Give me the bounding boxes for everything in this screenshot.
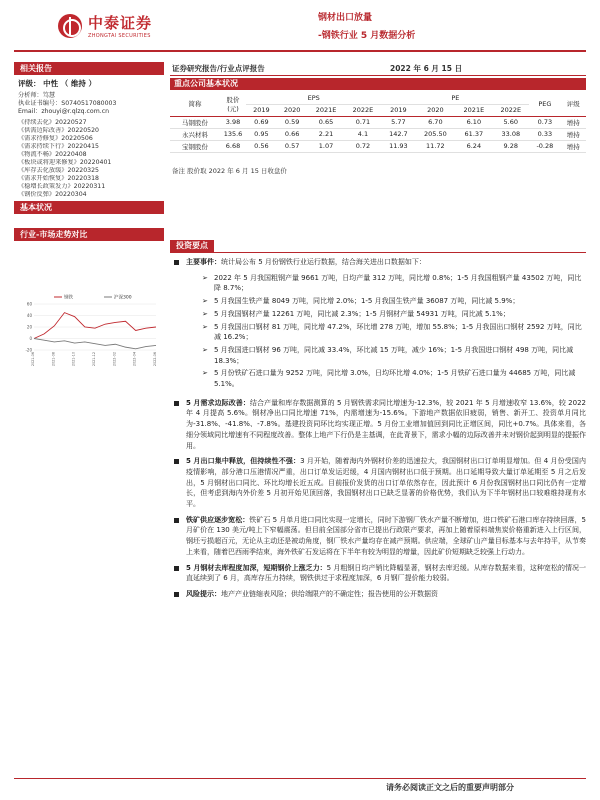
- eps-cell: 0.57: [277, 140, 308, 152]
- left-sidebar: [14, 62, 164, 241]
- series-line-0: [34, 313, 156, 339]
- related-report-item[interactable]: 《需求持续下行》20220415: [18, 143, 99, 150]
- para-lead: 5 月出口集中释放，但持续性不强：: [186, 457, 301, 466]
- pe-cell: 33.08: [492, 128, 529, 140]
- eps-cell: 0.95: [246, 128, 277, 140]
- related-report-item[interactable]: 《需求开始恢复》20220318: [18, 175, 99, 182]
- pe-cell: 6.24: [455, 140, 492, 152]
- related-report-item[interactable]: 《物流不畅》20220408: [18, 151, 87, 158]
- table-note: 备注 股价取 2022 年 6 月 15 日收盘价: [172, 167, 287, 175]
- pe-cell: 5.60: [492, 116, 529, 128]
- eps-cell: 4.1: [345, 128, 382, 140]
- price-cell: 135.6: [220, 128, 246, 140]
- y-tick-label: -20: [25, 347, 32, 353]
- doc-type: 证券研究报告/行业点评报告: [172, 64, 265, 73]
- doc-date: 2022 年 6 月 15 日: [390, 64, 463, 73]
- y-tick-label: 60: [26, 301, 32, 307]
- para-lead: 5 月钢材去库程度加深，短期钢价上涨乏力：: [186, 563, 327, 572]
- legend-label: 沪深300: [114, 295, 132, 301]
- th-pe-year: 2020: [415, 104, 455, 116]
- th-eps-year: 2022E: [345, 104, 382, 116]
- analyst-line-1: 分析师：笃慧: [18, 92, 56, 99]
- bullet-square-icon: [174, 401, 179, 406]
- paragraph-main-event: [170, 257, 586, 268]
- paragraph-inventory: [170, 563, 586, 584]
- eps-cell: 0.56: [246, 140, 277, 152]
- bullet-square-icon: [174, 518, 179, 523]
- table-row: [170, 128, 586, 140]
- company-name-cell: 宝钢股份: [170, 140, 220, 152]
- para-text: 铁矿石 5 月单月进口同比实现一定增长，同时下游钢厂铁水产量不断增加，进口铁矿石港口库存持续回落，5 月矿价在 130 美元/吨上下窄幅震荡。但目前全国部分省市已提出行政限产要求，再加上随着原料端焦炭价格重新进入上行区间，钢坯亏损超百元，无论从主动还是被动角度，钢厂铁水产量均存在减产预期。供应端，全球矿山产量目标基本与去年持平，从节奏上来看，随着巴西雨季结束，海外铁矿石发运将在下半年有较为明显的增量，因此矿价短期缺乏较强上行动力。: [186, 515, 587, 556]
- footer-disclaimer: 请务必阅读正文之后的重要声明部分: [386, 783, 514, 792]
- pe-cell: 142.7: [381, 128, 415, 140]
- trend-title: 行业-市场走势对比: [14, 228, 164, 241]
- company-section-bar: [170, 78, 586, 90]
- th-price: 股价 (元): [220, 92, 246, 116]
- related-report-list: [14, 119, 164, 199]
- arrow-bullet-icon: ➢: [202, 369, 208, 378]
- th-eps-year: 2019: [246, 104, 277, 116]
- company-name-cell: 永兴材料: [170, 128, 220, 140]
- th-eps-year: 2020: [277, 104, 308, 116]
- pe-cell: 11.93: [381, 140, 415, 152]
- brand-mark-icon: [58, 14, 82, 38]
- sub-item: [170, 273, 586, 294]
- paragraph-export: [170, 456, 586, 510]
- trend-chart: [14, 290, 164, 370]
- arrow-bullet-icon: ➢: [202, 273, 208, 282]
- sub-item: [170, 322, 586, 343]
- company-name-cell: 马钢股份: [170, 116, 220, 128]
- arrow-bullet-icon: ➢: [202, 297, 208, 306]
- th-rating: 评级: [560, 92, 586, 116]
- pe-cell: 5.77: [381, 116, 415, 128]
- eps-cell: 0.72: [345, 140, 382, 152]
- y-tick-label: 40: [26, 313, 32, 318]
- investment-points-bar: [170, 240, 586, 252]
- related-report-item[interactable]: 《库存去化放缓》20220325: [18, 167, 99, 174]
- brand-name-cn: 中泰证券: [88, 14, 153, 32]
- investment-points-title: 投资要点: [170, 240, 214, 252]
- related-report-item[interactable]: 《需求待修复》20220506: [18, 135, 93, 142]
- company-table: [170, 92, 586, 153]
- th-name: 简称: [170, 92, 220, 116]
- para-lead: 5 月需求边际改善：: [186, 398, 250, 407]
- para-text: 地产产业链缩表风险；供给端限产的不确定性；报告使用的公开数据资: [221, 589, 438, 598]
- series-line-1: [34, 339, 156, 349]
- eps-cell: 0.66: [277, 128, 308, 140]
- report-subtitle: -钢铁行业 5 月数据分析: [318, 31, 416, 41]
- th-pe-year: 2022E: [492, 104, 529, 116]
- footer-divider: [14, 778, 586, 779]
- para-text: 5 月粗钢日均产销比降幅显著，钢材去库迟缓。从库存数据来看，这种宽松的情况一直延续到了 6 月，高库存压力持续，钢铁供过于求程度加深，6 月钢厂提价能力较弱。: [186, 563, 586, 583]
- peg-cell: 0.73: [529, 116, 560, 128]
- arrow-bullet-icon: ➢: [202, 345, 208, 354]
- table-row: [170, 140, 586, 152]
- related-report-item[interactable]: 《供需边际改善》20220520: [18, 127, 99, 134]
- x-tick-label: 2022-06: [153, 352, 157, 367]
- analyst-email[interactable]: Email：zhouyi@r.qlzq.com.cn: [18, 108, 110, 115]
- brand-logo: [58, 12, 152, 39]
- x-tick-label: 2021-12: [92, 352, 96, 367]
- pe-cell: 11.72: [415, 140, 455, 152]
- header-divider: [14, 50, 586, 52]
- company-section-title: 重点公司基本状况: [174, 79, 238, 88]
- sub-text: 5 月我国出口钢材 81 万吨，同比增 47.2%，环比增 278 万吨，增加 55.8%；1-5 月我国出口钢材 2592 万吨，同比减 16.2%；: [214, 322, 582, 342]
- eps-cell: 2.21: [308, 128, 345, 140]
- sub-text: 5 月我国生铁产量 8049 万吨，同比增 2.0%；1-5 月我国生铁产量 36087 万吨，同比减 5.9%；: [214, 297, 520, 306]
- table-row: [170, 116, 586, 128]
- price-cell: 3.98: [220, 116, 246, 128]
- x-tick-label: 2021-06: [31, 352, 35, 367]
- sub-text: 5 月我国进口钢材 96 万吨，同比减 33.4%，环比减 15 万吨，减少 16%；1-5 月我国进口钢材 498 万吨，同比减 18.3%；: [214, 345, 574, 365]
- pe-cell: 6.10: [455, 116, 492, 128]
- related-reports-title: 相关报告: [14, 62, 164, 75]
- eps-cell: 1.07: [308, 140, 345, 152]
- paragraph-demand: [170, 398, 586, 452]
- sub-item: [170, 345, 586, 366]
- pe-cell: 61.37: [455, 128, 492, 140]
- sub-item: [170, 296, 586, 307]
- pe-cell: 205.50: [415, 128, 455, 140]
- y-tick-label: 0: [29, 336, 32, 341]
- th-pe: PE: [381, 92, 529, 104]
- sub-item: [170, 368, 586, 389]
- peg-cell: -0.28: [529, 140, 560, 152]
- sub-text: 2022 年 5 月我国粗钢产量 9661 万吨，日均产量 312 万吨，同比增 0.8%；1-5 月我国粗钢产量 43502 万吨，同比降 8.7%；: [214, 273, 582, 293]
- para-text: 统计局公布 5 月份钢铁行业运行数据，结合海关进出口数据如下：: [221, 258, 426, 266]
- x-tick-label: 2021-08: [51, 352, 56, 367]
- th-pe-year: 2021E: [455, 104, 492, 116]
- bullet-square-icon: [174, 566, 179, 571]
- doc-divider: [170, 75, 586, 76]
- legend-label: 钢铁: [64, 295, 73, 301]
- analyst-line-2: 执业证书编号：S0740517080003: [18, 100, 117, 107]
- th-pe-year: 2019: [381, 104, 415, 116]
- paragraph-risk: [170, 589, 586, 600]
- eps-cell: 0.69: [246, 116, 277, 128]
- peg-cell: 0.33: [529, 128, 560, 140]
- report-title: 钢材出口放量: [318, 13, 373, 23]
- bullet-square-icon: [174, 592, 179, 597]
- sub-item: [170, 309, 586, 320]
- paragraph-ore: [170, 515, 586, 558]
- rating-cell: 增持: [560, 140, 586, 152]
- th-peg: PEG: [529, 92, 560, 116]
- para-lead: 主要事件：: [186, 258, 221, 266]
- x-tick-label: 2021-10: [71, 352, 76, 367]
- sub-text: 5 月我国钢材产量 12261 万吨，同比减 2.3%；1-5 月钢材产量 54931 万吨，同比减 5.1%；: [214, 309, 510, 318]
- eps-cell: 0.59: [277, 116, 308, 128]
- related-report-item[interactable]: 《钢价反弹》20220304: [18, 191, 87, 198]
- th-eps: EPS: [246, 92, 381, 104]
- arrow-bullet-icon: ➢: [202, 309, 208, 318]
- related-report-item[interactable]: 《板块或将迎来修复》20220401: [18, 159, 112, 166]
- related-report-item[interactable]: 《持续去化》20220527: [18, 119, 87, 126]
- related-report-item[interactable]: 《稳增长政策发力》20220311: [18, 183, 106, 190]
- basics-title: 基本状况: [14, 201, 164, 214]
- trend-chart-svg: [14, 290, 164, 370]
- rating-cell: 增持: [560, 116, 586, 128]
- para-lead: 铁矿供应逐步宽松：: [186, 515, 250, 524]
- para-lead: 风险提示：: [186, 589, 221, 598]
- eps-cell: 0.71: [345, 116, 382, 128]
- th-eps-year: 2021E: [308, 104, 345, 116]
- x-tick-label: 2022-04: [132, 352, 137, 367]
- investment-points-body: [170, 257, 586, 605]
- bullet-square-icon: [174, 260, 179, 265]
- rating-cell: 增持: [560, 128, 586, 140]
- brand-name-en: ZHONGTAI SECURITIES: [88, 33, 151, 39]
- eps-cell: 0.65: [308, 116, 345, 128]
- bullet-square-icon: [174, 459, 179, 464]
- arrow-bullet-icon: ➢: [202, 322, 208, 331]
- pe-cell: 9.28: [492, 140, 529, 152]
- x-tick-label: 2022-02: [112, 352, 117, 367]
- y-tick-label: 20: [26, 324, 32, 330]
- rating: 评级： 中性 （ 维持 ）: [18, 79, 96, 88]
- pe-cell: 6.70: [415, 116, 455, 128]
- para-text: 结合产量和库存数据测算的 5 月钢铁需求同比增速为-12.3%，较 2021 年 5 月增速收窄 13.6%，较 2022 年 4 月提高 5.6%。钢材净出口同比增速 71%，内需增速为-15.6%。下游地产数据依旧疲弱，销售、新开工、投资单月同比为-31.8%、-41.8%、-7.8%。基建投资同环比均实现正增。5 月份工业增加值回到同比正增区间，同比+0.7%。具体来看，各细分领域同比增速有不同程度改善。整体上地产下行仍是主基调，在此背景下，需求小幅的边际改善并未对钢价起到明显的提振作用。: [186, 398, 586, 450]
- price-cell: 6.68: [220, 140, 246, 152]
- sub-text: 5 月份铁矿石进口量为 9252 万吨，同比增 3.0%，日均环比增 4.0%；1-5 月铁矿石进口量为 44685 万吨，同比减 5.1%。: [214, 369, 576, 389]
- para-text: 3 月开始，随着海内外钢材价差的迅速拉大，我国钢材出口订单明显增加。但 4 月份受国内疫情影响，部分港口压港情况严重，出口订单发运迟缓，4 月国内钢材出口低于预期。出口延期导致大量订单延期至 5 月之后发出，5 月钢材出口同比、环比均增长近五成。目前报价发货的出口订单依然存在，因此预计 6 月份我国钢材出口同比仍有一定增长，但考虑到海内外价差 5 月初开始见顶回落，我国钢材出口已缺乏显著的价格优势，我们认为下半年钢材出口较难维持现有水平。: [186, 457, 586, 509]
